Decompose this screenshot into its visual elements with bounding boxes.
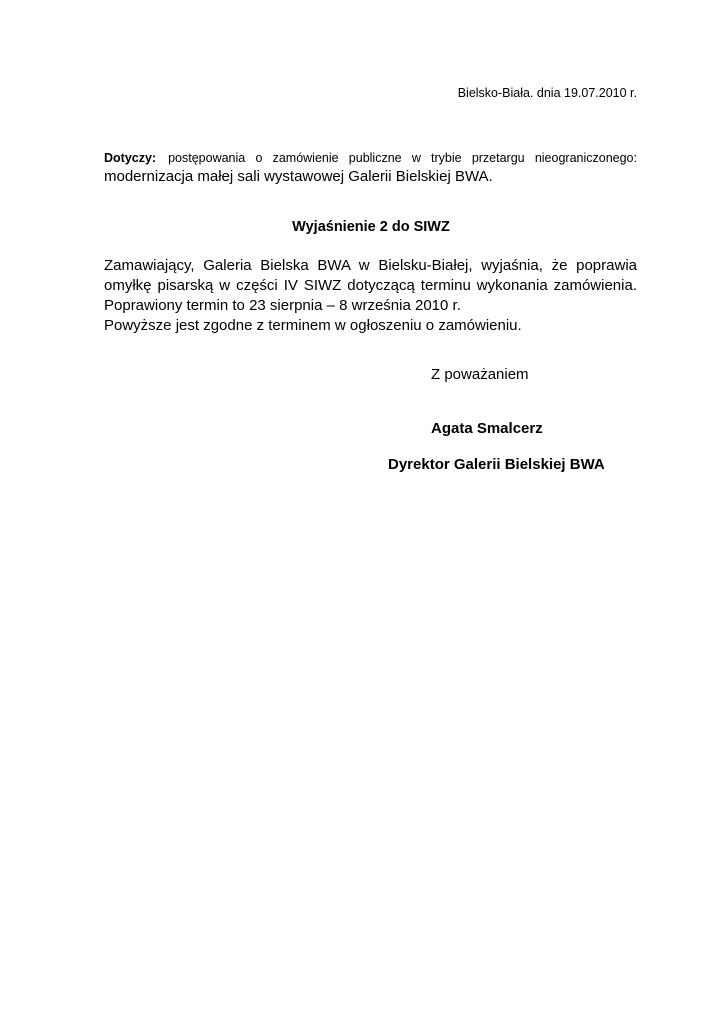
- body-line-4: Powyższe jest zgodne z terminem w ogłoszeniu o zamówieniu.: [104, 317, 522, 334]
- signer-position: Dyrektor Galerii Bielskiej BWA: [388, 456, 605, 473]
- body-line-3: Poprawiony termin to 23 sierpnia – 8 września 2010 r.: [104, 297, 461, 314]
- subject-block: [104, 149, 637, 187]
- subject-text: postępowania o zamówienie publiczne w trybie przetargu nieograniczonego:: [168, 151, 637, 165]
- body-line-2: omyłkę pisarską w części IV SIWZ dotyczącą terminu wykonania zamówienia.: [104, 277, 637, 294]
- body-line-1: Zamawiający, Galeria Bielska BWA w Bielsku-Białej, wyjaśnia, że poprawia: [104, 257, 637, 274]
- subject-line: [104, 149, 637, 167]
- place-date: Bielsko-Biała. dnia 19.07.2010 r.: [457, 86, 637, 100]
- subject-continuation: modernizacja małej sali wystawowej Galerii Bielskiej BWA.: [104, 168, 493, 185]
- body-paragraph: [104, 256, 637, 336]
- closing-phrase: Z poważaniem: [431, 366, 529, 383]
- signer-name: Agata Smalcerz: [431, 420, 543, 437]
- document-title: Wyjaśnienie 2 do SIWZ: [292, 219, 450, 235]
- subject-label: Dotyczy:: [104, 151, 157, 165]
